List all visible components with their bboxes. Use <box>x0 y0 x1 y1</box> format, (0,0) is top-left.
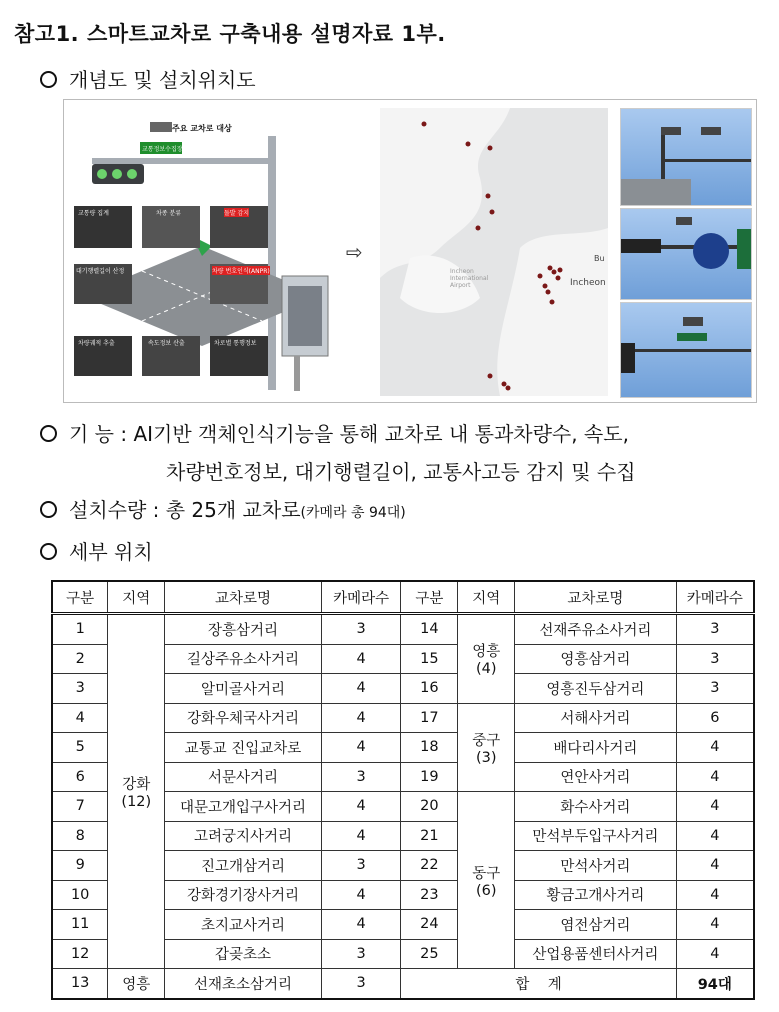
intersection-name: 만석부두입구사거리 <box>515 821 676 851</box>
camera-count: 4 <box>321 703 401 733</box>
region-name: 동구 <box>472 865 501 882</box>
camera-count: 4 <box>676 880 754 910</box>
tile-label-1: 차종 분류 <box>156 210 182 217</box>
intersection-name: 서문사거리 <box>165 762 321 792</box>
camera-count: 3 <box>321 939 401 969</box>
row-number: 16 <box>401 674 458 704</box>
intersection-name: 화수사거리 <box>515 792 676 822</box>
region-name: 중구 <box>472 732 501 749</box>
camera-count: 4 <box>676 939 754 969</box>
total-value: 94대 <box>676 969 754 999</box>
intersection-name: 알미골사거리 <box>165 674 321 704</box>
row-number: 6 <box>52 762 108 792</box>
row-number: 20 <box>401 792 458 822</box>
intersection-name: 산업용품센터사거리 <box>515 939 676 969</box>
camera-photo-2 <box>620 208 752 300</box>
camera-count: 3 <box>676 674 754 704</box>
smart-intersection-diagram <box>72 106 337 396</box>
header-cell: 교차로명 <box>165 581 321 614</box>
camera-count: 3 <box>321 614 401 645</box>
tile-label-3: 대기행렬길이 산정 <box>76 268 125 275</box>
region-yeongheung-left: 영흥 <box>108 969 165 999</box>
row-number: 9 <box>52 851 108 881</box>
camera-count: 6 <box>676 703 754 733</box>
camera-count: 3 <box>676 644 754 674</box>
region-count: (3) <box>475 749 497 766</box>
section-detail <box>40 536 153 565</box>
intersection-name: 황금고개사거리 <box>515 880 676 910</box>
intersection-name: 진고개삼거리 <box>165 851 321 881</box>
table-header-row <box>52 581 754 614</box>
concept-figure <box>63 99 757 403</box>
intersection-name: 선재주유소사거리 <box>515 614 676 645</box>
total-label: 합 계 <box>401 969 676 999</box>
row-number: 18 <box>401 733 458 763</box>
installation-map <box>380 108 608 396</box>
intersection-name: 길상주유소사거리 <box>165 644 321 674</box>
function-label: 기 능 : <box>69 422 128 446</box>
quantity-text: 총 25개 교차로 <box>165 498 301 522</box>
region-ganghwa <box>108 614 165 969</box>
intersection-name: 서해사거리 <box>515 703 676 733</box>
row-number: 21 <box>401 821 458 851</box>
camera-count: 4 <box>321 674 401 704</box>
circle-bullet-icon <box>40 425 57 442</box>
camera-photo-3 <box>620 302 752 398</box>
tile-label-7: 차로별 통행정보 <box>214 340 257 347</box>
location-table <box>51 580 755 1000</box>
camera-count: 4 <box>676 910 754 940</box>
table-row <box>52 614 754 645</box>
camera-photos <box>620 108 750 396</box>
camera-count: 3 <box>321 969 401 999</box>
header-cell: 카메라수 <box>676 581 754 614</box>
map-label-incheon: Incheon <box>570 278 606 288</box>
quantity-note: (카메라 총 94대) <box>300 505 406 521</box>
region-yeongheung <box>458 614 515 704</box>
intersection-name: 배다리사거리 <box>515 733 676 763</box>
section-function <box>40 418 629 447</box>
intersection-name: 갑곶초소 <box>165 939 321 969</box>
row-number: 3 <box>52 674 108 704</box>
camera-count: 4 <box>676 762 754 792</box>
row-number: 19 <box>401 762 458 792</box>
header-cell: 지역 <box>458 581 515 614</box>
section-quantity <box>40 494 406 523</box>
camera-count: 4 <box>321 910 401 940</box>
camera-count: 4 <box>321 880 401 910</box>
intersection-name: 장흥삼거리 <box>165 614 321 645</box>
row-number: 11 <box>52 910 108 940</box>
header-cell: 교차로명 <box>515 581 676 614</box>
arrow-right-icon: ⇨ <box>346 240 363 264</box>
camera-count: 3 <box>676 614 754 645</box>
intersection-name: 영흥진두삼거리 <box>515 674 676 704</box>
header-cell: 카메라수 <box>321 581 401 614</box>
row-number: 1 <box>52 614 108 645</box>
region-name: 강화 <box>122 777 151 793</box>
intersection-name: 고려궁지사거리 <box>165 821 321 851</box>
page-title: 참고1. 스마트교차로 구축내용 설명자료 1부. <box>14 22 446 46</box>
row-number: 5 <box>52 733 108 763</box>
intersection-name: 영흥삼거리 <box>515 644 676 674</box>
row-number: 13 <box>52 969 108 999</box>
region-name: 영흥 <box>472 644 501 661</box>
map-label-airport: Incheon International Airport <box>450 268 489 289</box>
intersection-name: 선재초소삼거리 <box>165 969 321 999</box>
row-number: 12 <box>52 939 108 969</box>
region-count: (12) <box>121 794 152 810</box>
region-count: (4) <box>475 661 497 678</box>
tile-label-6: 속도정보 산출 <box>148 340 185 347</box>
row-number: 10 <box>52 880 108 910</box>
row-number: 15 <box>401 644 458 674</box>
intersection-name: 염전삼거리 <box>515 910 676 940</box>
camera-count: 4 <box>321 821 401 851</box>
row-number: 7 <box>52 792 108 822</box>
row-number: 25 <box>401 939 458 969</box>
header-cell: 구분 <box>401 581 458 614</box>
row-number: 22 <box>401 851 458 881</box>
camera-count: 4 <box>321 733 401 763</box>
region-donggu <box>458 792 515 969</box>
camera-count: 3 <box>321 851 401 881</box>
intersection-name: 연안사거리 <box>515 762 676 792</box>
intersection-name: 만석사거리 <box>515 851 676 881</box>
row-number: 4 <box>52 703 108 733</box>
circle-bullet-icon <box>40 543 57 560</box>
table-row <box>52 969 754 999</box>
section-detail-label: 세부 위치 <box>69 540 153 564</box>
tile-label-0: 교통량 집계 <box>78 210 109 217</box>
circle-bullet-icon <box>40 71 57 88</box>
row-number: 8 <box>52 821 108 851</box>
header-cell: 지역 <box>108 581 165 614</box>
intersection-name: 대문고개입구사거리 <box>165 792 321 822</box>
camera-count: 3 <box>321 762 401 792</box>
sign-top-label: 주요 교차로 대상 <box>172 124 232 133</box>
camera-count: 4 <box>676 851 754 881</box>
row-number: 17 <box>401 703 458 733</box>
camera-count: 4 <box>676 821 754 851</box>
row-number: 2 <box>52 644 108 674</box>
tile-label-4: 차량 번호인식(ANPR) <box>212 268 270 275</box>
row-number: 24 <box>401 910 458 940</box>
row-number: 14 <box>401 614 458 645</box>
camera-count: 4 <box>321 792 401 822</box>
circle-bullet-icon <box>40 501 57 518</box>
camera-count: 4 <box>321 644 401 674</box>
section-concept <box>40 64 256 93</box>
region-count: (6) <box>475 882 497 899</box>
camera-count: 4 <box>676 733 754 763</box>
row-number: 23 <box>401 880 458 910</box>
camera-photo-1 <box>620 108 752 206</box>
intersection-name: 교통교 진입교차로 <box>165 733 321 763</box>
function-text-line1: AI기반 객체인식기능을 통해 교차로 내 통과차량수, 속도, <box>133 422 629 446</box>
intersection-name: 강화우체국사거리 <box>165 703 321 733</box>
sign-green-label: 교통정보수집장치 <box>142 146 189 153</box>
section-concept-label: 개념도 및 설치위치도 <box>69 68 256 92</box>
camera-count: 4 <box>676 792 754 822</box>
intersection-name: 초지교사거리 <box>165 910 321 940</box>
header-cell: 구분 <box>52 581 108 614</box>
intersection-name: 강화경기장사거리 <box>165 880 321 910</box>
tile-label-5: 차량궤적 추출 <box>78 340 115 347</box>
quantity-label: 설치수량 : <box>69 498 160 522</box>
map-label-bu: Bu <box>594 254 605 263</box>
tile-label-2: 돌발 감지 <box>224 210 250 217</box>
region-junggu <box>458 703 515 792</box>
function-text-line2: 차량번호정보, 대기행렬길이, 교통사고등 감지 및 수집 <box>166 460 636 484</box>
